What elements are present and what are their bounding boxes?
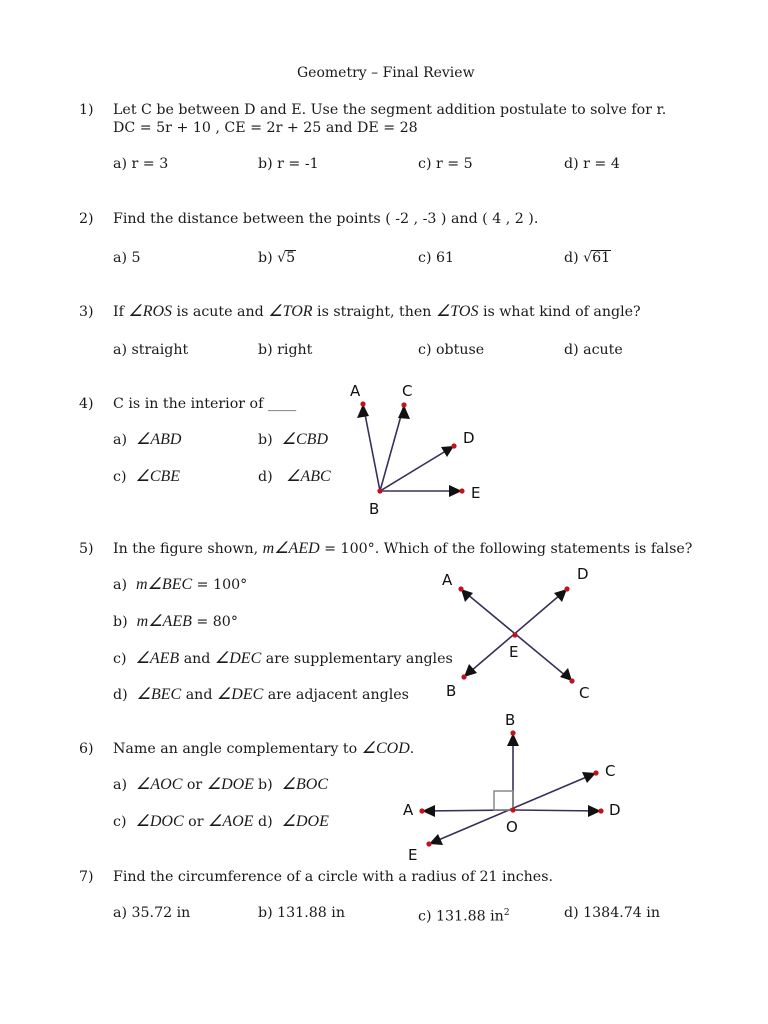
q6-option-a-or: or [182, 777, 207, 793]
q4-option-d-label: d) [258, 469, 273, 485]
q4-option-c-angle: ∠CBE [135, 468, 181, 485]
q5-label-d: D [577, 565, 589, 583]
sqrt-icon: √ [277, 250, 287, 266]
q3-text-mid2: is straight, then [312, 304, 436, 320]
q6-option-d-angle: ∠DOE [281, 813, 329, 830]
q5-option-a-expr: m∠BEC [136, 576, 193, 593]
q2-option-a: a) 5 [113, 250, 141, 266]
q3-text-pre: If [113, 304, 129, 320]
ray-od [513, 810, 601, 811]
q5-option-b-value: = 80° [191, 614, 238, 630]
q2-text: Find the distance between the points ( -2 , -3 ) and ( 4 , 2 ). [113, 211, 539, 227]
right-angle-icon [494, 791, 513, 810]
point-d [598, 808, 603, 813]
q4-option-b-label: b) [258, 432, 273, 448]
q4-label-c: C [402, 382, 413, 400]
q1-option-c: c) r = 5 [418, 156, 473, 172]
q3-angle-tos: ∠TOS [435, 303, 479, 320]
q7-option-a: a) 35.72 in [113, 905, 191, 921]
q6-option-c-angle2: ∠AOE [207, 813, 254, 830]
q7-number: 7) [79, 869, 94, 885]
q3-text-post: is what kind of angle? [478, 304, 641, 320]
q4-number: 4) [79, 396, 94, 412]
page-title: Geometry – Final Review [297, 65, 475, 81]
q4-label-b: B [369, 500, 380, 518]
q3-option-c: c) obtuse [418, 342, 485, 358]
q6-option-d-label: d) [258, 814, 273, 830]
q1-option-b: b) r = -1 [258, 156, 319, 172]
point-c [593, 770, 598, 775]
q5-option-b-expr: m∠AEB [136, 613, 192, 630]
q6-option-c-angle1: ∠DOC [135, 813, 184, 830]
q2-option-d-radicand: 61 [592, 250, 611, 266]
q6-label-c: C [605, 762, 616, 780]
q6-option-b-angle: ∠BOC [281, 776, 328, 793]
q6-text-post: . [409, 741, 415, 757]
q5-option-a-label: a) [113, 577, 127, 593]
q2-number: 2) [79, 211, 94, 227]
q5-label-a: A [442, 571, 453, 589]
q5-option-d-angle1: ∠BEC [136, 686, 182, 703]
q4-label-d: D [463, 429, 475, 447]
q7-option-c [418, 904, 510, 926]
q4-option-a-angle: ∠ABD [136, 431, 182, 448]
q5-label-e: E [509, 643, 519, 661]
q4-option-d-angle: ∠ABC [286, 468, 331, 485]
q7-option-d: d) 1384.74 in [564, 905, 660, 921]
point-b [510, 730, 515, 735]
q5-option-d-post: are adjacent angles [263, 687, 409, 703]
q5-expr: m∠AED [262, 540, 320, 557]
q3-angle-tor: ∠TOR [268, 303, 313, 320]
q6-label-b: B [505, 711, 516, 729]
q2-option-b-label: b) [258, 250, 273, 266]
q5-option-d-label: d) [113, 687, 128, 703]
q7-option-b: b) 131.88 in [258, 905, 345, 921]
q5-option-c-post: are supplementary angles [261, 651, 453, 667]
q1-option-d: d) r = 4 [564, 156, 620, 172]
q1-text-line2: DC = 5r + 10 , CE = 2r + 25 and DE = 28 [113, 120, 418, 136]
q5-option-d-angle2: ∠DEC [216, 686, 264, 703]
q2-option-d-label: d) [564, 250, 579, 266]
q4-label-e: E [471, 484, 481, 502]
q6-option-a-label: a) [113, 777, 127, 793]
q4-label-a: A [350, 382, 361, 400]
q6-label-a: A [403, 801, 414, 819]
q5-text-pre: In the figure shown, [113, 541, 263, 557]
q6-number: 6) [79, 741, 94, 757]
q5-text-post: . Which of the following statements is false? [374, 541, 693, 557]
point-e [426, 841, 431, 846]
q5-option-b-label: b) [113, 614, 128, 630]
q4-option-a-label: a) [113, 432, 127, 448]
q6-text-pre: Name an angle complementary to [113, 741, 362, 757]
q4-option-b-angle: ∠CBD [281, 431, 328, 448]
q5-option-c-angle1: ∠AEB [135, 650, 180, 667]
q6-option-c-label: c) [113, 814, 127, 830]
q1-text-line1: Let C be between D and E. Use the segment addition postulate to solve for r. [113, 102, 667, 118]
q7-option-c-exponent: 2 [503, 908, 510, 918]
q6-option-c-or: or [183, 814, 208, 830]
q6-option-b-label: b) [258, 777, 273, 793]
q6-label-o: O [506, 818, 518, 836]
q5-option-c-label: c) [113, 651, 127, 667]
sqrt-icon: √ [583, 250, 593, 266]
q3-angle-ros: ∠ROS [128, 303, 173, 320]
q2-option-b-radicand: 5 [286, 250, 296, 266]
q6-option-a-angle1: ∠AOC [136, 776, 183, 793]
q3-option-b: b) right [258, 342, 313, 358]
q1-number: 1) [79, 102, 94, 118]
point-o [510, 807, 515, 812]
q5-option-c-angle2: ∠DEC [214, 650, 262, 667]
q5-label-c: C [579, 684, 590, 702]
q4-option-c-label: c) [113, 469, 127, 485]
q6-label-e: E [408, 846, 418, 864]
q5-label-b: B [446, 682, 457, 700]
q5-number: 5) [79, 541, 94, 557]
q6-option-a-angle2: ∠DOE [206, 776, 254, 793]
q5-value: = 100° [319, 541, 375, 557]
q7-option-c-value: c) 131.88 in [418, 908, 504, 925]
q2-option-c: c) 61 [418, 250, 455, 266]
q6-angle-cod: ∠COD [361, 740, 410, 757]
q5-option-d-and: and [181, 687, 217, 703]
q5-option-a-value: = 100° [192, 577, 248, 593]
q3-option-d: d) acute [564, 342, 623, 358]
q4-text: C is in the interior of ____ [113, 396, 297, 412]
q5-option-c-and: and [179, 651, 215, 667]
q3-text-mid1: is acute and [172, 304, 269, 320]
q3-option-a: a) straight [113, 342, 189, 358]
point-a [419, 808, 424, 813]
q7-text: Find the circumference of a circle with a radius of 21 inches. [113, 869, 553, 885]
q6-label-d: D [609, 801, 621, 819]
q1-option-a: a) r = 3 [113, 156, 169, 172]
q3-number: 3) [79, 304, 94, 320]
